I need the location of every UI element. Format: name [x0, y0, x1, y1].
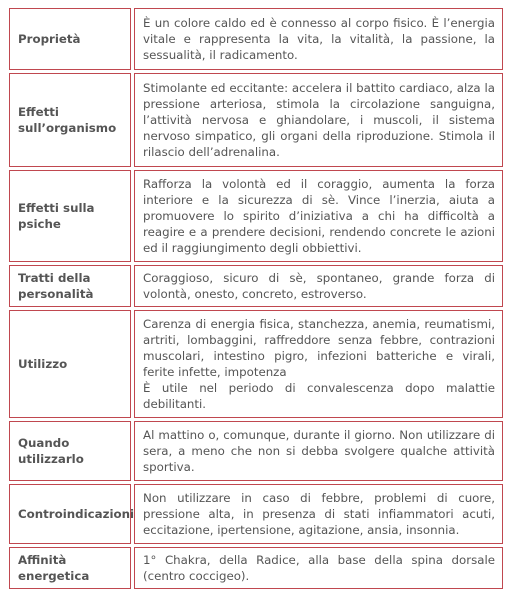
row-affinita-energetica: [9, 547, 503, 589]
row-value: [134, 170, 503, 262]
row-quando-utilizzarlo: [9, 421, 503, 481]
row-proprieta: [9, 8, 503, 70]
row-value: [134, 547, 503, 589]
row-controindicazioni: [9, 484, 503, 544]
row-label: Effetti sull’organismo: [9, 73, 131, 167]
row-label: Utilizzo: [9, 310, 131, 418]
row-utilizzo: [9, 310, 503, 418]
row-value: [134, 310, 503, 418]
row-value: [134, 8, 503, 70]
value-text: Coraggioso, sicuro di sè, spontaneo, grande forza di volontà, onesto, concreto, estroverso.: [143, 271, 495, 301]
value-text: 1° Chakra, della Radice, alla base della spina dorsale (centro coccigeo).: [143, 553, 495, 583]
row-label: Effetti sulla psiche: [9, 170, 131, 262]
row-value: [134, 73, 503, 167]
value-text: È un colore caldo ed è connesso al corpo fisico. È l’energia vitale e rappresenta la vita, la vitalità, la passione, la sessualità, il radicamento.: [143, 16, 495, 62]
row-label: Controindicazioni: [9, 484, 131, 544]
row-tratti-personalita: [9, 265, 503, 307]
value-text: Al mattino o, comunque, durante il giorno. Non utilizzare di sera, a meno che non si debba svolgere qualche attività sportiva.: [143, 428, 495, 474]
value-text: È utile nel periodo di convalescenza dopo malattie debilitanti.: [143, 381, 495, 411]
value-text: Non utilizzare in caso di febbre, problemi di cuore, pressione alta, in presenza di stati infiammatori acuti, eccitazione, ipertensione, agitazione, ansia, insonnia.: [143, 491, 495, 537]
value-text: Stimolante ed eccitante: accelera il battito cardiaco, alza la pressione arteriosa, stimola la circolazione sanguigna, l’attività nervosa e ghiandolare, i muscoli, il sistema nervoso simpatico, gli organi della riproduzione. Stimola il rilascio dell’adrenalina.: [143, 81, 495, 159]
row-label: Proprietà: [9, 8, 131, 70]
row-label: Affinità energetica: [9, 547, 131, 589]
row-label: Quando utilizzarlo: [9, 421, 131, 481]
row-value: [134, 484, 503, 544]
value-text: Rafforza la volontà ed il coraggio, aumenta la forza interiore e la sicurezza di sè. Vince l’inerzia, aiuta a promuovere lo spirito d’iniziativa a chi ha difficoltà a reagire e a prendere decisioni, rendendo concrete le azioni ed il raggiungimento degli obbiettivi.: [143, 177, 495, 255]
row-value: [134, 265, 503, 307]
row-value: [134, 421, 503, 481]
properties-table: [6, 5, 506, 592]
row-effetti-psiche: [9, 170, 503, 262]
row-effetti-organismo: [9, 73, 503, 167]
row-label: Tratti della personalità: [9, 265, 131, 307]
value-text: Carenza di energia fisica, stanchezza, anemia, reumatismi, artriti, lombaggini, raffreddore senza febbre, contrazioni muscolari, intestino pigro, infezioni batteriche e virali, ferite infette, impotenza: [143, 317, 495, 379]
